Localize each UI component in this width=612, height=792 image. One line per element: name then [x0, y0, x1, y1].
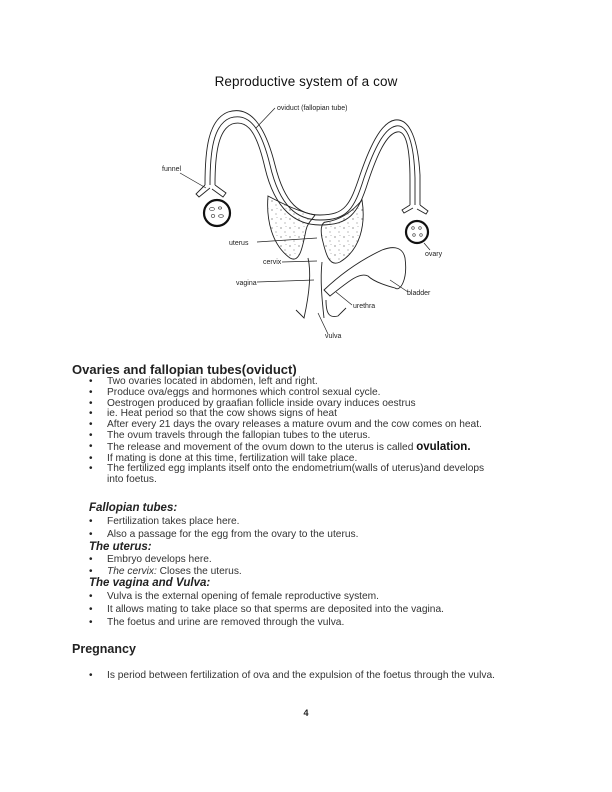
uterus-heading: The uterus: — [89, 541, 152, 553]
oviduct-tubes — [196, 111, 428, 225]
list-item-text: The release and movement of the ovum down to the uterus is called — [107, 441, 417, 453]
pregnancy-heading: Pregnancy — [72, 642, 136, 656]
list-item: • It allows mating to take place so that sperms are deposited into the vagina. — [72, 603, 542, 616]
list-item: • After every 21 days the ovary releases a mature ovum and the cow comes on heat. — [72, 420, 542, 431]
label-ovary: ovary — [425, 251, 443, 258]
list-item: • Oestrogen produced by graafian follicle inside ovary induces oestrus — [72, 399, 542, 410]
list-item: • Produce ova/eggs and hormones which control sexual cycle. — [72, 388, 542, 399]
cervix-text: Closes the uterus. — [156, 565, 242, 577]
pregnancy-list — [72, 669, 542, 682]
page-number: 4 — [303, 708, 309, 718]
list-item: • The fertilized egg implants itself onto the endometrium(walls of uterus)and develops into foetus. — [72, 464, 542, 486]
cow-reproductive-diagram — [0, 0, 612, 360]
list-item: • Two ovaries located in abdomen, left and right. — [72, 377, 542, 388]
label-uterus: uterus — [229, 240, 249, 247]
list-item: • The foetus and urine are removed through the vulva. — [72, 616, 542, 629]
diagram-title: Reproductive system of a cow — [214, 74, 398, 89]
list-item: • Embryo develops here. — [72, 554, 542, 566]
fallopian-tubes-section — [72, 502, 542, 541]
right-ovary — [406, 221, 428, 243]
pregnancy-section — [72, 642, 542, 682]
label-oviduct: oviduct (fallopian tube) — [277, 105, 348, 112]
left-ovary — [204, 200, 230, 226]
fallopian-tubes-list — [72, 515, 542, 541]
label-urethra: urethra — [353, 303, 376, 310]
list-item — [72, 566, 542, 578]
uterus-shape — [268, 196, 364, 263]
label-vulva: vulva — [325, 333, 342, 340]
label-bladder: bladder — [407, 290, 431, 297]
label-cervix: cervix — [263, 259, 282, 266]
ovulation-term: ovulation. — [416, 440, 471, 453]
vagina-vulva-list — [72, 590, 542, 629]
label-funnel: funnel — [162, 166, 182, 173]
fallopian-tubes-heading: Fallopian tubes: — [89, 502, 178, 514]
ovaries-section — [72, 362, 542, 486]
list-item: • Vulva is the external opening of female reproductive system. — [72, 590, 542, 603]
ovaries-heading: Ovaries and fallopian tubes(oviduct) — [72, 362, 297, 377]
vagina-vulva-section — [72, 577, 542, 629]
uterus-section — [72, 541, 542, 577]
uterus-list — [72, 554, 542, 577]
list-item: • Is period between fertilization of ova and the expulsion of the foetus through the vulva. — [72, 669, 542, 682]
list-item: • Also a passage for the egg from the ovary to the uterus. — [72, 528, 542, 541]
label-vagina: vagina — [236, 280, 257, 287]
list-item: • Fertilization takes place here. — [72, 515, 542, 528]
vagina-vulva-heading: The vagina and Vulva: — [89, 577, 211, 589]
list-item: • If mating is done at this time, fertilization will take place. — [72, 454, 542, 465]
vagina-shape — [296, 258, 346, 318]
list-item: • ie. Heat period so that the cow shows signs of heat — [72, 409, 542, 420]
cervix-term: The cervix: — [107, 565, 157, 577]
list-item: • The ovum travels through the fallopian tubes to the uterus. — [72, 431, 542, 442]
list-item — [72, 442, 542, 454]
ovaries-list — [72, 377, 542, 486]
